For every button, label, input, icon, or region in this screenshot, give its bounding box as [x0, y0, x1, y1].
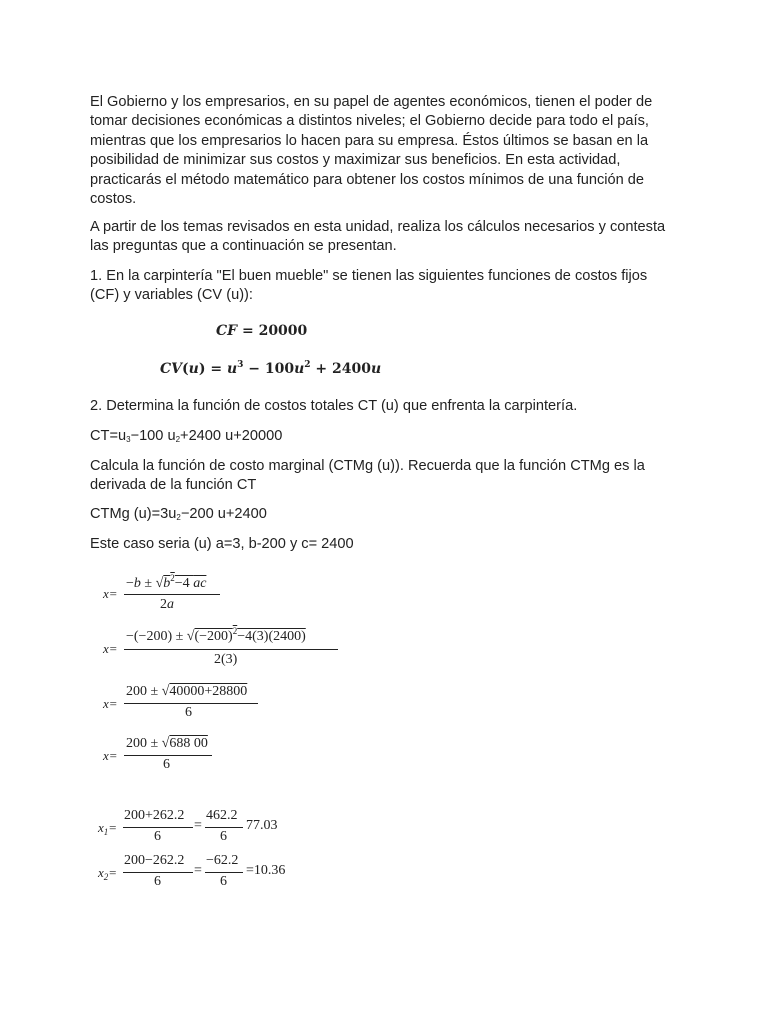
numerator: $-b \pm √b^2-4$ ac — [126, 573, 207, 591]
fraction-bar — [124, 755, 212, 756]
root-2-result: =10.36 — [246, 863, 286, 878]
equation-lhs: x= — [103, 748, 118, 763]
item-1-text: 1. En la carpintería "El buen mueble" se tienen las siguientes funciones de costos fijos (CF) y variables (CV (u)): — [90, 268, 648, 304]
root-2-denominator-2: 6 — [220, 874, 227, 889]
root-2-lhs: $x_2=$ — [98, 865, 118, 882]
cv-formula: $CV(u) = u^3 - 100u^2 + 2400u$ — [160, 360, 382, 377]
root-1-numerator-2: 462.2 — [206, 808, 238, 823]
root-1-numerator: 200+262.2 — [124, 808, 185, 823]
numerator: 200 ± √40000+28800 — [126, 684, 248, 699]
root-1-lhs: $x_1=$ — [98, 820, 118, 837]
root-2-numerator-2: −62.2 — [206, 853, 239, 868]
root-2-equation — [98, 853, 338, 899]
equation-lhs: x= — [103, 696, 118, 711]
fraction-bar — [205, 827, 243, 828]
case-text: Este caso seria (u) a=3, b-200 y c= 2400 — [90, 536, 354, 552]
fraction-bar — [124, 649, 338, 650]
root-1-result: 77.03 — [246, 818, 278, 833]
quadratic-formula-step-1 — [103, 572, 303, 618]
equation-lhs: x= — [103, 586, 118, 601]
fraction-bar — [123, 827, 193, 828]
cf-formula: CF = 20000 — [216, 323, 308, 339]
equation-lhs: x= — [103, 641, 118, 656]
denominator: 2a — [160, 597, 174, 612]
root-1-equation — [98, 808, 338, 854]
fraction-bar — [124, 703, 258, 704]
equals-sign: = — [194, 863, 202, 878]
item-2-text: 2. Determina la función de costos totales CT (u) que enfrenta la carpintería. — [90, 398, 578, 414]
fraction-bar — [205, 872, 243, 873]
root-1-denominator-2: 6 — [220, 829, 227, 844]
numerator: $-(-200) \pm √(-200)^2-4(3)(2400)$ — [126, 626, 306, 644]
numerator: 200 ± √688 00 — [126, 736, 208, 751]
ct-answer: CT=u3−100 u2+2400 u+20000 — [90, 428, 283, 444]
denominator: 6 — [163, 757, 170, 772]
quadratic-formula-step-3 — [103, 682, 303, 728]
ctmg-answer: CTMg (u)=3u2−200 u+2400 — [90, 506, 267, 522]
fraction-bar — [124, 594, 220, 595]
intro-paragraph: El Gobierno y los empresarios, en su papel de agentes económicos, tienen el poder de tomar decisiones económicas a distintos niveles; el Gobierno decide para todo el país, mientras que los empresarios lo hacen para su empresa. Éstos últimos se basan en la posibilidad de minimizar sus costos y maximizar sus beneficios. En esta actividad, practicarás el método matemático para obtener los costos mínimos de una función de costos. — [90, 94, 653, 208]
quadratic-formula-step-2 — [103, 627, 363, 673]
denominator: 6 — [185, 705, 192, 720]
root-1-denominator: 6 — [154, 829, 161, 844]
quadratic-formula-step-4 — [103, 734, 303, 780]
root-2-denominator: 6 — [154, 874, 161, 889]
denominator: 2(3) — [214, 652, 238, 667]
marginal-prompt: Calcula la función de costo marginal (CTMg (u)). Recuerda que la función CTMg es la derivada de la función CT — [90, 458, 645, 494]
fraction-bar — [123, 872, 193, 873]
instructions-paragraph: A partir de los temas revisados en esta unidad, realiza los cálculos necesarios y contesta las preguntas que a continuación se presentan. — [90, 219, 666, 255]
equals-sign: = — [194, 818, 202, 833]
root-2-numerator: 200−262.2 — [124, 853, 185, 868]
